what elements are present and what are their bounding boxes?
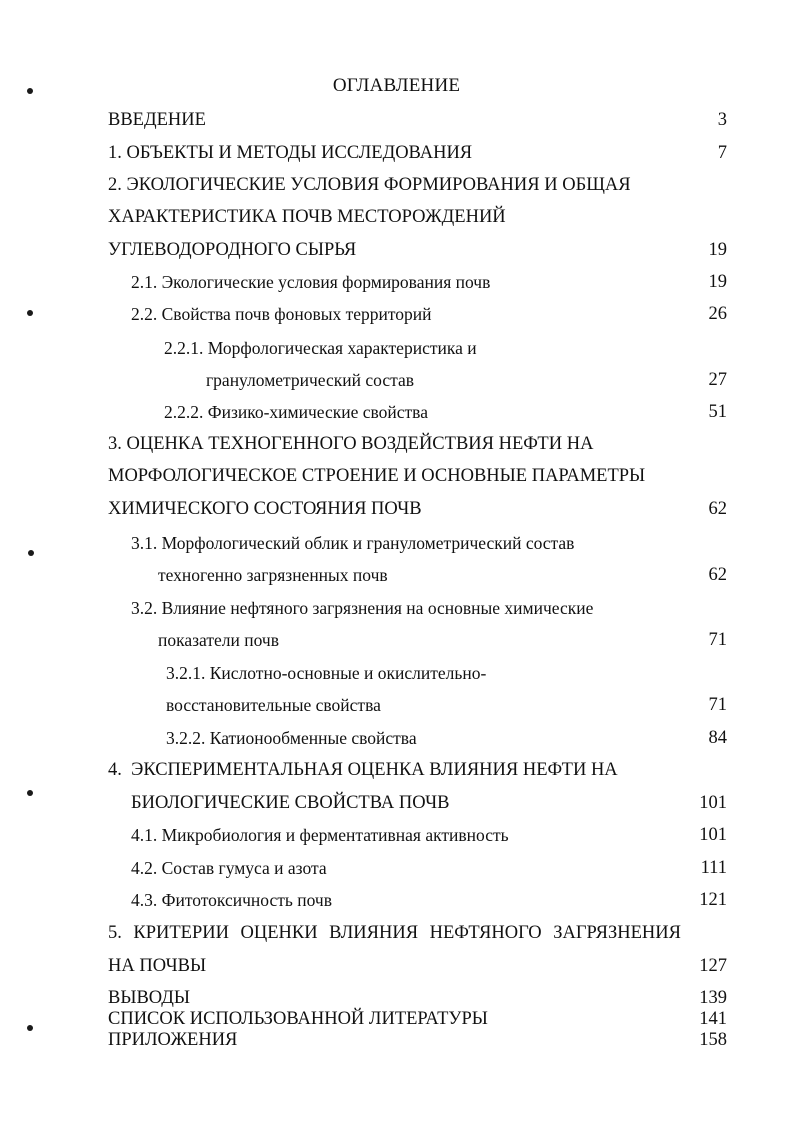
margin-mark — [27, 1025, 33, 1031]
toc-entry-line: 3. ОЦЕНКА ТЕХНОГЕННОГО ВОЗДЕЙСТВИЯ НЕФТИ НА — [108, 434, 594, 454]
toc-entry-line: УГЛЕВОДОРОДНОГО СЫРЬЯ — [108, 240, 357, 260]
toc-entry: 2.1. Экологические условия формирования почв — [131, 272, 491, 292]
toc-entry: 2.2. Свойства почв фоновых территорий — [131, 304, 432, 324]
toc-entry: СПИСОК ИСПОЛЬЗОВАННОЙ ЛИТЕРАТУРЫ — [108, 1009, 488, 1029]
toc-entry-line: 3.2. Влияние нефтяного загрязнения на основные химические — [131, 598, 594, 618]
margin-mark — [27, 310, 33, 316]
toc-page-number: 7 — [717, 143, 727, 163]
toc-page-number: 84 — [708, 728, 727, 748]
toc-entry: ВВЕДЕНИЕ — [108, 110, 206, 130]
toc-page-number: 62 — [708, 499, 727, 519]
toc-page-number: 158 — [699, 1030, 727, 1050]
toc-word: 5. — [108, 923, 122, 943]
toc-page-number: 141 — [699, 1009, 727, 1029]
toc-page-number: 3 — [717, 110, 727, 130]
toc-page-number: 27 — [708, 370, 727, 390]
toc-word: ЗАГРЯЗНЕНИЯ — [553, 923, 681, 943]
margin-mark — [28, 550, 34, 556]
toc-page-number: 19 — [708, 240, 727, 260]
toc-page-number: 111 — [700, 858, 727, 878]
toc-entry-line: гранулометрический состав — [206, 370, 415, 390]
toc-entry-line: техногенно загрязненных почв — [158, 565, 388, 585]
toc-word: ВЛИЯНИЯ — [329, 923, 419, 943]
toc-entry-line: ХАРАКТЕРИСТИКА ПОЧВ МЕСТОРОЖДЕНИЙ — [108, 207, 506, 227]
toc-page-number: 139 — [699, 988, 727, 1008]
toc-entry-line: 2.2.1. Морфологическая характеристика и — [164, 338, 477, 358]
toc-entry-line: 4. ЭКСПЕРИМЕНТАЛЬНАЯ ОЦЕНКА ВЛИЯНИЯ НЕФТИ НА — [108, 760, 618, 780]
page-title: ОГЛАВЛЕНИЕ — [332, 75, 461, 96]
toc-word: ОЦЕНКИ — [240, 923, 318, 943]
toc-entry-line: БИОЛОГИЧЕСКИЕ СВОЙСТВА ПОЧВ — [131, 793, 450, 813]
toc-page-number: 71 — [708, 630, 727, 650]
toc-page-number: 101 — [699, 825, 727, 845]
toc-entry-line: МОРФОЛОГИЧЕСКОЕ СТРОЕНИЕ И ОСНОВНЫЕ ПАРАМЕТРЫ — [108, 466, 646, 486]
toc-entry-line: 3.1. Морфологический облик и гранулометрический состав — [131, 533, 575, 553]
toc-page-number: 19 — [708, 272, 727, 292]
toc-entry: ВЫВОДЫ — [108, 988, 191, 1008]
margin-mark — [27, 790, 33, 796]
toc-page-number: 71 — [708, 695, 727, 715]
toc-page-number: 62 — [708, 565, 727, 585]
toc-entry: 4.1. Микробиология и ферментативная активность — [131, 825, 509, 845]
toc-entry: 2.2.2. Физико-химические свойства — [164, 402, 428, 422]
toc-page-number: 127 — [699, 956, 727, 976]
toc-page-number: 51 — [708, 402, 727, 422]
toc-entry-justified-line — [108, 922, 681, 944]
toc-entry: ПРИЛОЖЕНИЯ — [108, 1030, 238, 1050]
toc-entry-line: показатели почв — [158, 630, 279, 650]
toc-entry: 4.2. Состав гумуса и азота — [131, 858, 327, 878]
toc-page-number: 121 — [699, 890, 727, 910]
toc-entry-line: НА ПОЧВЫ — [108, 956, 207, 976]
toc-entry-line: 2. ЭКОЛОГИЧЕСКИЕ УСЛОВИЯ ФОРМИРОВАНИЯ И ОБЩАЯ — [108, 175, 631, 195]
toc-entry-line: ХИМИЧЕСКОГО СОСТОЯНИЯ ПОЧВ — [108, 499, 422, 519]
toc-page-number: 101 — [699, 793, 727, 813]
toc-entry: 4.3. Фитотоксичность почв — [131, 890, 332, 910]
toc-entry-line: восстановительные свойства — [166, 695, 381, 715]
toc-entry: 1. ОБЪЕКТЫ И МЕТОДЫ ИССЛЕДОВАНИЯ — [108, 143, 473, 163]
toc-entry: 3.2.2. Катионообменные свойства — [166, 728, 417, 748]
toc-page-number: 26 — [708, 304, 727, 324]
toc-entry-line: 3.2.1. Кислотно-основные и окислительно- — [166, 663, 487, 683]
toc-word: НЕФТЯНОГО — [429, 923, 542, 943]
toc-word: КРИТЕРИИ — [133, 923, 229, 943]
